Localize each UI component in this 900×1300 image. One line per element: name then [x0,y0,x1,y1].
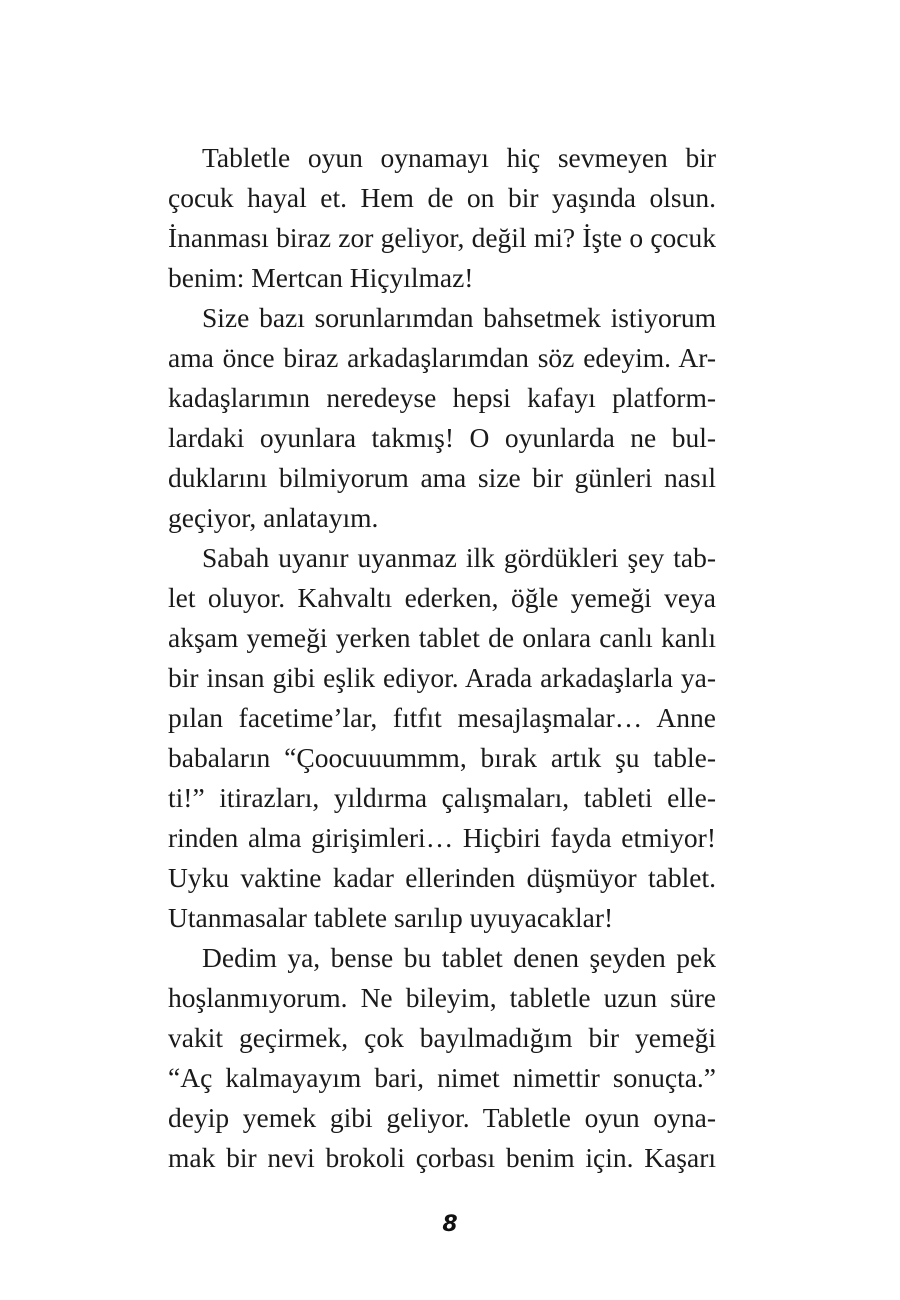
body-text [168,138,716,1178]
text-line: Dedim ya, bense bu tablet denen şeyden pek [202,942,716,973]
text-line: mak bir nevi brokoli çorbası benim için. Kaşarı [168,1142,716,1173]
text-line: Utanmasalar tablete sarılıp uyuyacaklar! [168,902,614,933]
paragraph-4 [168,938,716,1178]
text-line: “Aç kalmayayım bari, nimet nimettir sonuçta.” [168,1062,716,1093]
text-line: akşam yemeği yerken tablet de onlara canlı kanlı [168,622,716,653]
text-line: Tabletle oyun oynamayı hiç sevmeyen bir [202,142,716,173]
paragraph-3 [168,538,716,938]
text-line: Uyku vaktine kadar ellerinden düşmüyor tablet. [168,862,716,893]
text-line: geçiyor, anlatayım. [168,502,379,533]
text-line: lardaki oyunlara takmış! O oyunlarda ne bul- [168,422,716,453]
text-line: pılan facetime’lar, fıtfıt mesajlaşmalar… Anne [168,702,716,733]
text-line: İnanması biraz zor geliyor, değil mi? İşte o çocuk [168,222,716,253]
paragraph-2 [168,298,716,538]
paragraph-1 [168,138,716,298]
text-line: rinden alma girişimleri… Hiçbiri fayda etmiyor! [168,822,716,853]
text-line: kadaşlarımın neredeyse hepsi kafayı platform- [168,382,716,413]
text-line: duklarını bilmiyorum ama size bir günleri nasıl [168,462,716,493]
text-line: deyip yemek gibi geliyor. Tabletle oyun oyna- [168,1102,716,1133]
text-line: babaların “Çoocuuummm, bırak artık şu table- [168,742,716,773]
text-line: Sabah uyanır uyanmaz ilk gördükleri şey tab- [202,542,716,573]
text-line: vakit geçirmek, çok bayılmadığım bir yemeği [168,1022,716,1053]
text-line: ti!” itirazları, yıldırma çalışmaları, tableti elle- [168,782,716,813]
text-line: ama önce biraz arkadaşlarımdan söz edeyim. Ar- [168,342,716,373]
text-line: let oluyor. Kahvaltı ederken, öğle yemeği veya [168,582,716,613]
page-number: 8 [442,1212,458,1237]
text-line: çocuk hayal et. Hem de on bir yaşında olsun. [168,182,716,213]
text-line: hoşlanmıyorum. Ne bileyim, tabletle uzun süre [168,982,716,1013]
text-line: bir insan gibi eşlik ediyor. Arada arkadaşlarla ya- [168,662,716,693]
text-line: benim: Mertcan Hiçyılmaz! [168,262,474,293]
text-line: Size bazı sorunlarımdan bahsetmek istiyorum [202,302,716,333]
